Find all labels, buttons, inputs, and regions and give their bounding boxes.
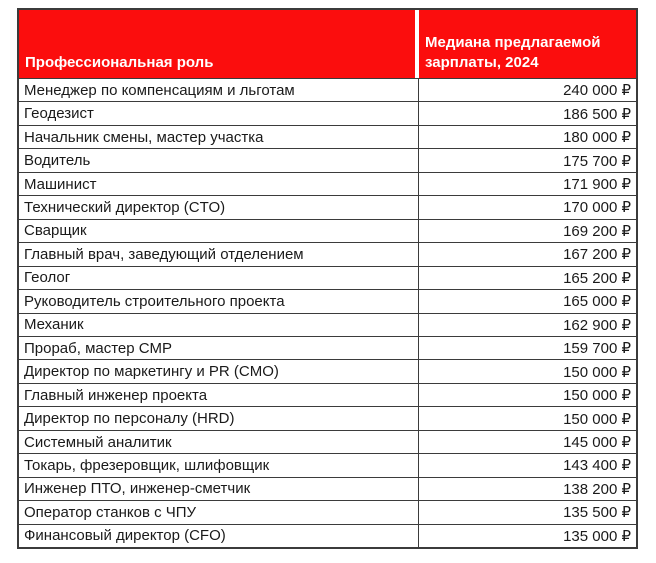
table-row [19, 383, 636, 406]
role-cell: Оператор станков с ЧПУ [19, 501, 419, 523]
salary-cell: 150 000 ₽ [563, 387, 631, 405]
table-row [19, 125, 636, 148]
table-body [19, 78, 636, 547]
salary-cell: 135 500 ₽ [563, 504, 631, 522]
salary-cell: 150 000 ₽ [563, 363, 631, 381]
salary-cell: 171 900 ₽ [563, 176, 631, 194]
salary-cell: 167 200 ₽ [563, 246, 631, 264]
role-cell: Прораб, мастер СМР [19, 337, 419, 359]
table-row [19, 524, 636, 547]
role-cell: Директор по маркетингу и PR (CMO) [19, 360, 419, 382]
role-cell: Начальник смены, мастер участка [19, 126, 419, 148]
salary-cell: 170 000 ₽ [563, 199, 631, 217]
role-cell: Финансовый директор (CFO) [19, 525, 419, 547]
salary-cell: 165 200 ₽ [563, 269, 631, 287]
role-cell: Системный аналитик [19, 431, 419, 453]
table-row [19, 336, 636, 359]
role-cell: Технический директор (CTO) [19, 196, 419, 218]
table-row [19, 430, 636, 453]
table-row [19, 242, 636, 265]
role-cell: Главный инженер проекта [19, 384, 419, 406]
role-cell: Механик [19, 314, 419, 336]
table-row [19, 313, 636, 336]
table-row [19, 195, 636, 218]
table-row [19, 101, 636, 124]
table-row [19, 453, 636, 476]
salary-table [17, 8, 638, 549]
salary-cell: 180 000 ₽ [563, 129, 631, 147]
table-row [19, 219, 636, 242]
salary-cell: 169 200 ₽ [563, 222, 631, 240]
header-cell-salary: Медиана предлагаемой зарплаты, 2024 [419, 10, 636, 78]
salary-cell: 145 000 ₽ [563, 434, 631, 452]
role-cell: Руководитель строительного проекта [19, 290, 419, 312]
table-row [19, 172, 636, 195]
table-row [19, 289, 636, 312]
salary-cell: 135 000 ₽ [563, 527, 631, 545]
table-row [19, 406, 636, 429]
salary-cell: 150 000 ₽ [563, 410, 631, 428]
header-cell-role: Профессиональная роль [19, 10, 415, 78]
table-row [19, 359, 636, 382]
role-cell: Геодезист [19, 102, 419, 124]
table-row [19, 500, 636, 523]
salary-cell: 175 700 ₽ [563, 152, 631, 170]
role-cell: Менеджер по компенсациям и льготам [19, 79, 419, 101]
table-row [19, 266, 636, 289]
table-row [19, 148, 636, 171]
salary-cell: 143 400 ₽ [563, 457, 631, 475]
role-cell: Инженер ПТО, инженер-сметчик [19, 478, 419, 500]
table-row [19, 78, 636, 101]
salary-cell: 162 900 ₽ [563, 316, 631, 334]
role-cell: Геолог [19, 267, 419, 289]
salary-cell: 138 200 ₽ [563, 480, 631, 498]
salary-cell: 186 500 ₽ [563, 105, 631, 123]
salary-cell: 159 700 ₽ [563, 340, 631, 358]
role-cell: Водитель [19, 149, 419, 171]
salary-cell: 165 000 ₽ [563, 293, 631, 311]
role-cell: Токарь, фрезеровщик, шлифовщик [19, 454, 419, 476]
role-cell: Машинист [19, 173, 419, 195]
table-header-row [19, 10, 636, 78]
role-cell: Директор по персоналу (HRD) [19, 407, 419, 429]
role-cell: Главный врач, заведующий отделением [19, 243, 419, 265]
salary-cell: 240 000 ₽ [563, 82, 631, 100]
table-row [19, 477, 636, 500]
role-cell: Сварщик [19, 220, 419, 242]
